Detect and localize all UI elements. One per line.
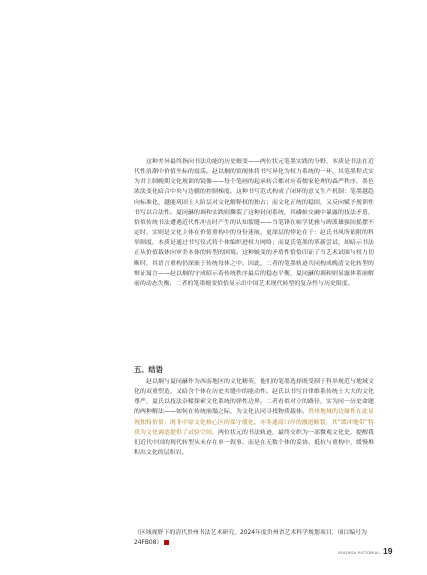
- end-mark-icon: [164, 540, 169, 545]
- section-heading: 五、结语: [134, 365, 163, 374]
- conclusion-column: [134, 377, 374, 458]
- body-column: [134, 157, 374, 289]
- paragraph-text: 这种差异最终指向书法功能的历史嬗变——两位状元笔墨实践的分野，本质是书法在近代性浪潮中价值坐标的震荡。赵以炯的馆阁体将书写异化为权力系统的一环，其笔墨程式实为君主制晚期文化规训的镜像——每个笔画的起承转合都对应着儒家伦理的森严秩序，墨色浓淡变化暗合中央与边疆的控制梯度。这种书写范式构成了闭环的意义生产机制：笔墨越趋向标准化，越能巩固士人阶层对文化解释权的独占；而文化正统的稳固，又反向赋予规训性书写以合法性。夏同龢的调和实践则撕裂了这种封闭系统，其磷帖交融中暴露的技法矛盾，恰似传统书法遭遇近代性冲击时产生的认知裂缝——当笔锋在帖学优雅与碑派雄强间摇摆不定时，实则是文化主体在价值重构中的身份迷航。更深层的悖论在于：赵氏书风所依附的科举制度，本质是通过书写仪式将个体编织进权力网络；而夏氏笔墨的革新尝试，却暗示书法正从价值载体向审美本体的转型的困境。这种蜕变的矛盾性恰恰印证了当艺术试图与权力切断时，其语言重构仍深嵌于传统母体之中。因此，二者的笔墨轨迹共同构成晚清文化转型的辩证寓言——赵以炯的守成昭示着传统秩序最后的稳态平衡，夏同龢的调和则显露体系崩解前的动态失衡，二者的笔墨嬗变恰恰显示出中国艺术现代转型的复杂性与历史限度。: [134, 159, 374, 287]
- page-footer: [338, 546, 392, 556]
- paragraph-text: 两位状元的书法轨迹，最终交织为一部微观文化史，提醒我们近代中国的现代转型从未存在单一叙事，而是在无数个体的妥协、抵抗与重构中，缓慢堆积出文化的层积岩。: [134, 429, 374, 457]
- conclusion-paragraph: [134, 377, 374, 458]
- page-number: 19: [382, 546, 393, 556]
- highlighted-text: 贵州地域的边缘性在此显现独特价值：既非中原文化核心区的保守僵化，亦非通商口岸的激进断裂，其“缓冲地带”特质为文化调适提供了试验空间。: [134, 409, 374, 436]
- body-paragraph: [134, 157, 374, 289]
- paragraph-text: 赵以炯与夏同龢作为西南地区的文化精英，他们的笔墨选择既受制于科举规范与地域文化的双重塑造，又暗含个体在历史夹缝中的能动性。赵氏以书写自律维系传统士大夫的文化尊严，夏氏以技法杂糅探索文化系统的弹性边界。二者看似对立的路径，实为同一历史命题的两种解法——如何在传统崩塌之际，为文化认同寻找物质载体。: [134, 379, 374, 416]
- journal-name: GUIZHOU PICTORIAL: [338, 551, 380, 555]
- funding-note-text: （区域视野下的清代贵州书法艺术研究，2024年度贵州省艺术科学规划项目，项目编号为24FB08）: [134, 530, 367, 547]
